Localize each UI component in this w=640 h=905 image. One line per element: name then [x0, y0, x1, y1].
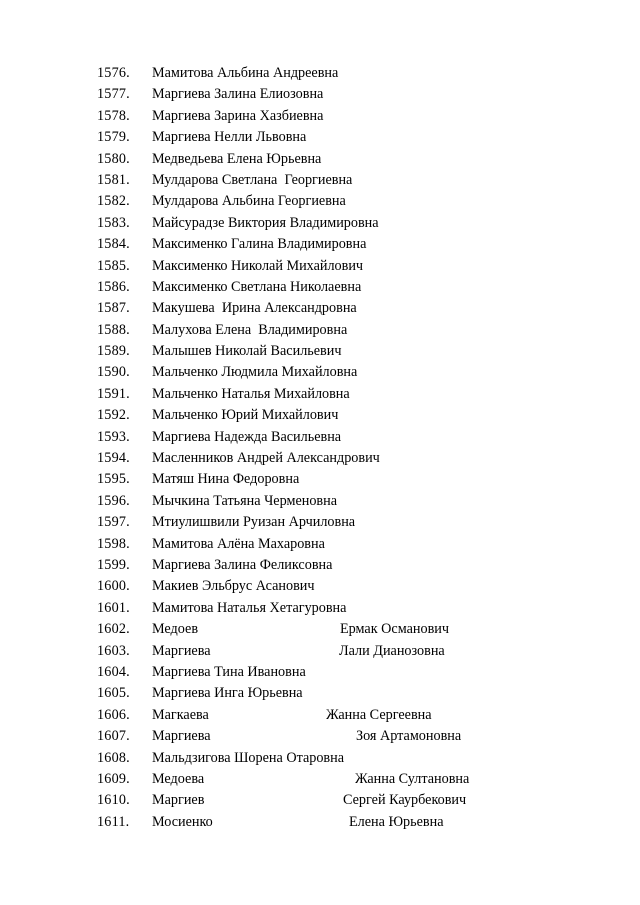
entry-number: 1596. [97, 492, 130, 509]
entry-name: Матяш Нина Федоровна [152, 471, 300, 488]
entry-number: 1595. [97, 471, 130, 488]
list-item [0, 726, 640, 747]
entry-name: Малухова Елена Владимировна [152, 321, 348, 338]
entry-given-name: Елена Юрьевна [349, 813, 444, 830]
entry-name: Мамитова Наталья Хетагуровна [152, 599, 347, 616]
entry-surname: Маргиев [152, 792, 205, 809]
entry-name: Мычкина Татьяна Черменовна [152, 492, 338, 509]
entry-name: Макушева Ирина Александровна [152, 300, 357, 317]
list-item [0, 298, 640, 319]
entry-surname: Маргиева [152, 642, 211, 659]
entry-number: 1579. [97, 129, 130, 146]
entry-given-name: Жанна Сергеевна [326, 706, 432, 723]
entry-number: 1589. [97, 343, 130, 360]
entry-given-name: Ермак Османович [340, 621, 449, 638]
entry-number: 1597. [97, 514, 130, 531]
entry-name: Мальченко Людмила Михайловна [152, 364, 358, 381]
entry-number: 1588. [97, 321, 130, 338]
entry-number: 1584. [97, 236, 130, 253]
list-item [0, 191, 640, 212]
entry-number: 1605. [97, 685, 130, 702]
entry-name: Мамитова Алёна Махаровна [152, 535, 325, 552]
list-item [0, 769, 640, 790]
entry-number: 1580. [97, 150, 130, 167]
entry-name: Мулдарова Альбина Георгиевна [152, 193, 346, 210]
entry-number: 1601. [97, 599, 130, 616]
list-item [0, 576, 640, 597]
entry-number: 1585. [97, 257, 130, 274]
entry-number: 1607. [97, 728, 130, 745]
list-item [0, 683, 640, 704]
entry-number: 1602. [97, 621, 130, 638]
entry-name: Максименко Светлана Николаевна [152, 278, 362, 295]
list-item [0, 127, 640, 148]
entry-number: 1591. [97, 385, 130, 402]
entry-name: Мтиулишвили Руизан Арчиловна [152, 514, 356, 531]
entry-name: Мулдарова Светлана Георгиевна [152, 171, 353, 188]
list-item [0, 491, 640, 512]
list-item [0, 641, 640, 662]
list-item [0, 427, 640, 448]
entry-name: Маргиева Инга Юрьевна [152, 685, 303, 702]
list-item [0, 277, 640, 298]
entry-surname: Магкаева [152, 706, 209, 723]
entry-number: 1587. [97, 300, 130, 317]
entry-number: 1592. [97, 407, 130, 424]
list-item [0, 106, 640, 127]
list-item [0, 362, 640, 383]
entry-number: 1598. [97, 535, 130, 552]
entry-number: 1603. [97, 642, 130, 659]
entry-given-name: Зоя Артамоновна [356, 728, 462, 745]
entry-surname: Мосиенко [152, 813, 213, 830]
list-item [0, 790, 640, 811]
entry-number: 1578. [97, 107, 130, 124]
entry-name: Малышев Николай Васильевич [152, 343, 342, 360]
list-item [0, 812, 640, 833]
entry-name: Максименко Николай Михайлович [152, 257, 364, 274]
entry-number: 1610. [97, 792, 130, 809]
entry-name: Маргиева Залина Феликсовна [152, 556, 333, 573]
entry-name: Масленников Андрей Александрович [152, 450, 380, 467]
list-item [0, 512, 640, 533]
entry-number: 1594. [97, 450, 130, 467]
entry-name: Макиев Эльбрус Асанович [152, 578, 315, 595]
entry-number: 1609. [97, 770, 130, 787]
entry-number: 1599. [97, 556, 130, 573]
entry-name: Маргиева Нелли Львовна [152, 129, 307, 146]
entry-given-name: Лали Дианозовна [339, 642, 445, 659]
name-list [0, 63, 640, 833]
entry-number: 1604. [97, 663, 130, 680]
entry-name: Маргиева Надежда Васильевна [152, 428, 342, 445]
list-item [0, 662, 640, 683]
list-item [0, 170, 640, 191]
entry-name: Мальченко Наталья Михайловна [152, 385, 350, 402]
list-item [0, 256, 640, 277]
entry-number: 1583. [97, 214, 130, 231]
entry-number: 1606. [97, 706, 130, 723]
list-item [0, 705, 640, 726]
list-item [0, 448, 640, 469]
entry-number: 1576. [97, 65, 130, 81]
entry-number: 1611. [97, 813, 130, 830]
entry-number: 1590. [97, 364, 130, 381]
entry-name: Мальченко Юрий Михайлович [152, 407, 339, 424]
list-item [0, 84, 640, 105]
entry-name: Максименко Галина Владимировна [152, 236, 367, 253]
entry-name: Маргиева Зарина Хазбиевна [152, 107, 324, 124]
entry-given-name: Жанна Султановна [355, 770, 470, 787]
entry-name: Маргиева Тина Ивановна [152, 663, 306, 680]
entry-number: 1600. [97, 578, 130, 595]
entry-name: Майсурадзе Виктория Владимировна [152, 214, 379, 231]
entry-name: Медведьева Елена Юрьевна [152, 150, 322, 167]
list-item [0, 469, 640, 490]
entry-name: Мальдзигова Шорена Отаровна [152, 749, 345, 766]
list-item [0, 405, 640, 426]
list-item [0, 63, 640, 84]
entry-name: Маргиева Залина Елиозовна [152, 86, 324, 103]
list-item [0, 598, 640, 619]
list-item [0, 384, 640, 405]
entry-name: Мамитова Альбина Андреевна [152, 65, 339, 81]
entry-number: 1608. [97, 749, 130, 766]
entry-number: 1593. [97, 428, 130, 445]
entry-number: 1582. [97, 193, 130, 210]
list-item [0, 234, 640, 255]
list-item [0, 213, 640, 234]
entry-given-name: Сергей Каурбекович [343, 792, 467, 809]
list-item [0, 748, 640, 769]
entry-surname: Медоев [152, 621, 199, 638]
list-item [0, 320, 640, 341]
entry-surname: Медоева [152, 770, 205, 787]
entry-surname: Маргиева [152, 728, 211, 745]
entry-number: 1586. [97, 278, 130, 295]
list-item [0, 341, 640, 362]
list-item [0, 534, 640, 555]
list-item [0, 619, 640, 640]
entry-number: 1581. [97, 171, 130, 188]
entry-number: 1577. [97, 86, 130, 103]
list-item [0, 555, 640, 576]
list-item [0, 149, 640, 170]
